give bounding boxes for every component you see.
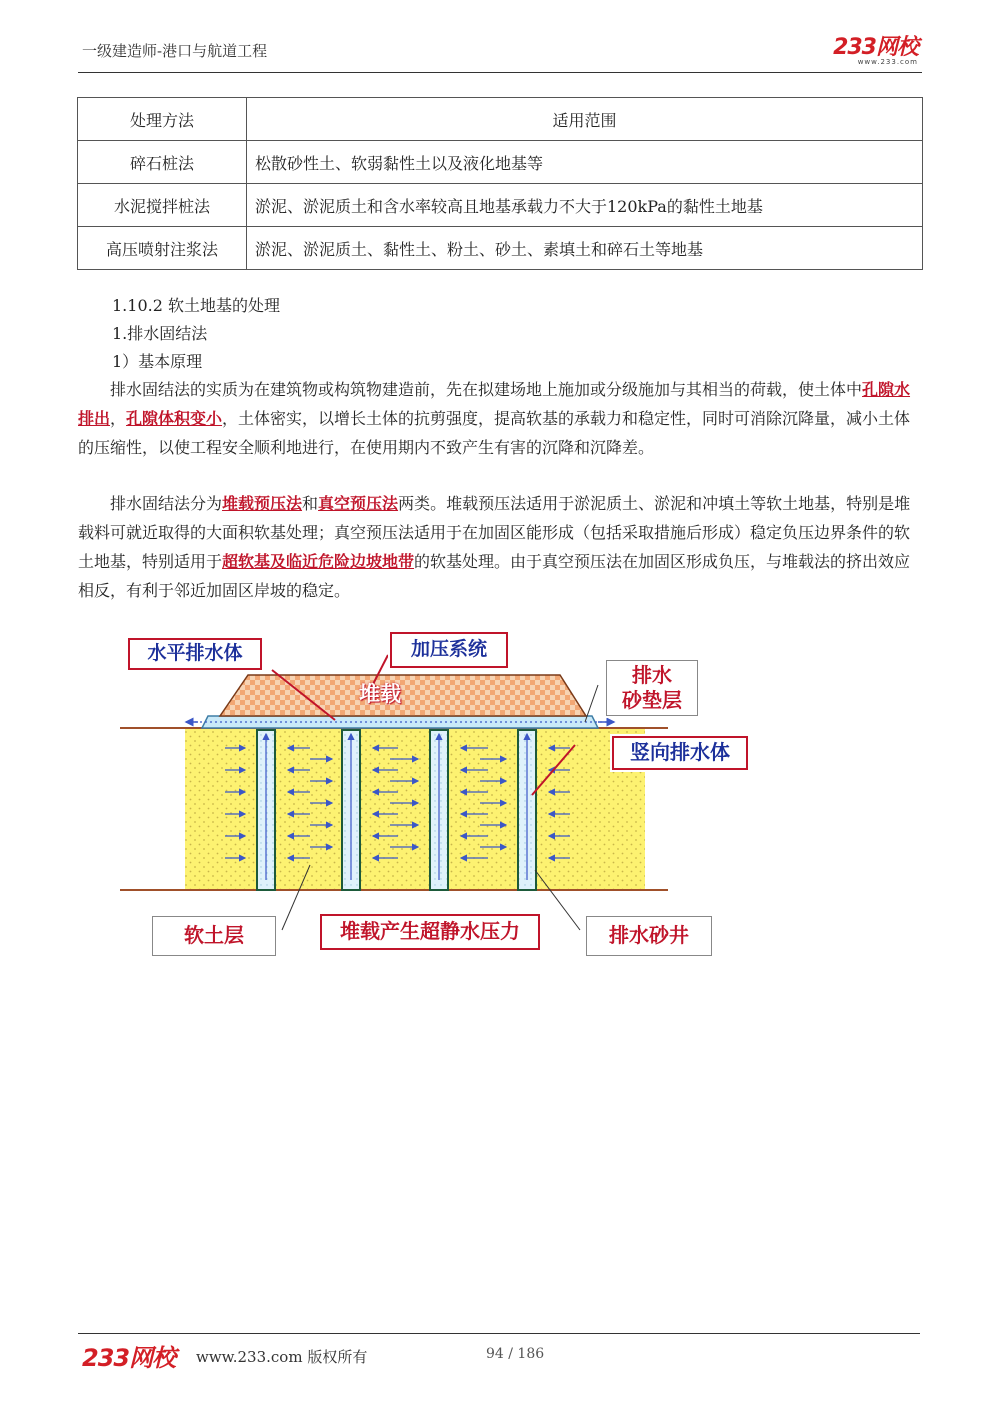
table-cell-method: 水泥搅拌桩法: [78, 184, 247, 227]
subsection-heading: 1.排水固结法: [112, 324, 208, 343]
footer-copyright: www.233.com 版权所有: [196, 1348, 368, 1366]
header-logo-text: 233网校: [833, 35, 918, 60]
table-row: [78, 184, 923, 227]
table-header-scope: 适用范围: [247, 98, 923, 141]
drainage-consolidation-diagram: [120, 630, 730, 960]
label-excess-pore-pressure: 堆载产生超静水压力: [320, 914, 540, 950]
header-title: 一级建造师-港口与航道工程: [82, 42, 268, 60]
label-sand-drain: 排水砂井: [586, 916, 712, 956]
page-number: 94 / 186: [486, 1346, 545, 1362]
highlight-surcharge-preloading: 堆载预压法: [222, 494, 303, 513]
header-logo: [833, 30, 918, 66]
highlight-pore-water: 孔隙水排出: [78, 380, 911, 428]
label-horizontal-drain: 水平排水体: [128, 638, 262, 670]
label-vertical-drain: 竖向排水体: [612, 736, 748, 770]
table-cell-scope: 松散砂性土、软弱黏性土以及液化地基等: [247, 141, 923, 184]
label-surcharge: 堆载: [359, 682, 401, 706]
table-cell-scope: 淤泥、淤泥质土、黏性土、粉土、砂土、素填土和碎石土等地基: [247, 227, 923, 270]
footer-logo: 233网校: [82, 1344, 176, 1372]
label-loading-system: 加压系统: [390, 632, 508, 668]
page-header: [78, 30, 922, 73]
section-heading: 1.10.2 软土地基的处理: [112, 296, 280, 315]
highlight-ultra-soft: 超软基及临近危险边坡地带: [222, 552, 415, 571]
table-row: [78, 141, 923, 184]
highlight-vacuum-preloading: 真空预压法: [318, 494, 399, 513]
table-row: [78, 227, 923, 270]
highlight-pore-volume: 孔隙体积变小: [126, 409, 223, 428]
header-logo-url: www.233.com: [857, 58, 918, 66]
label-sand-cushion: 排水 砂垫层: [606, 660, 698, 716]
subsubsection-heading: 1）基本原理: [112, 352, 203, 371]
table-header-method: 处理方法: [78, 98, 247, 141]
paragraph-types: 排水固结法分为堆载预压法和真空预压法两类。堆载预压法适用于淤泥质土、淤泥和冲填土等软土地基，特别是堆载料可就近取得的大面积软基处理；真空预压法适用于在加固区能形成（包括采取措施后形成）稳定负压边界条件的软土地基，特别适用于超软基及临近危险边坡地带的软基处理。由于真空预压法在加固区形成负压，与堆载法的挤出效应相反，有利于邻近加固区岸坡的稳定。: [78, 494, 911, 600]
table-cell-method: 碎石桩法: [78, 141, 247, 184]
label-soft-soil: 软土层: [152, 916, 276, 956]
table-header-row: [78, 98, 923, 141]
table-cell-scope: 淤泥、淤泥质土和含水率较高且地基承载力不大于120kPa的黏性土地基: [247, 184, 923, 227]
paragraph-principle: 排水固结法的实质为在建筑物或构筑物建造前，先在拟建场地上施加或分级施加与其相当的荷载，使土体中孔隙水排出，孔隙体积变小，土体密实，以增长土体的抗剪强度，提高软基的承载力和稳定性，同时可消除沉降量，减小土体的压缩性，以使工程安全顺利地进行，在使用期内不致产生有害的沉降和沉降差。: [78, 380, 911, 457]
table-cell-method: 高压喷射注浆法: [78, 227, 247, 270]
footer-divider: [78, 1333, 920, 1334]
treatment-methods-table: [77, 97, 923, 270]
